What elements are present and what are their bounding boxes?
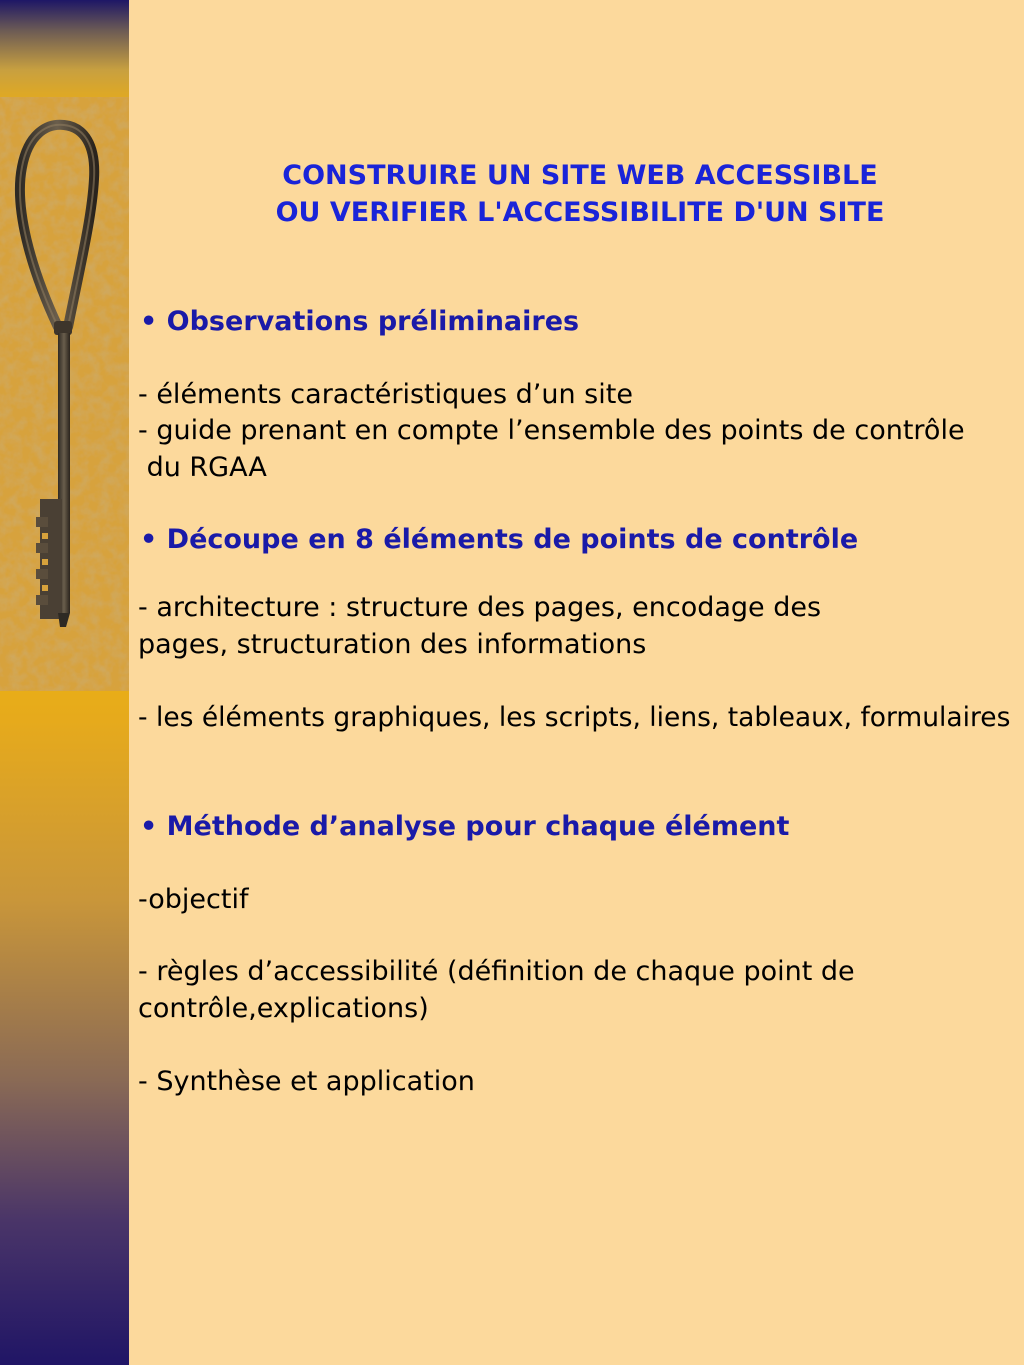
old-key-on-sand-image [0,97,129,691]
section-3-line-4: - Synthèse et application [138,1066,475,1097]
section-1-line-3: du RGAA [138,452,267,483]
section-3-line-1: -objectif [138,884,249,915]
section-heading-decoupe: • Découpe en 8 éléments de points de contrôle [140,524,859,555]
slide-title [136,157,1024,231]
section-3-line-3: contrôle,explications) [138,993,429,1024]
slide-title-line-2: OU VERIFIER L'ACCESSIBILITE D'UN SITE [275,197,885,228]
section-1-line-1: - éléments caractéristiques d’un site [138,379,633,410]
section-2-line-2: pages, structuration des informations [138,629,647,660]
section-2-line-3: - les éléments graphiques, les scripts, liens, tableaux, formulaires [138,702,1011,733]
section-2-line-1: - architecture : structure des pages, encodage des [138,592,822,623]
slide-title-line-1: CONSTRUIRE UN SITE WEB ACCESSIBLE [282,160,878,191]
section-heading-observations: • Observations préliminaires [140,306,580,337]
section-heading-methode: • Méthode d’analyse pour chaque élément [140,811,790,842]
section-3-line-2: - règles d’accessibilité (définition de chaque point de [138,956,855,987]
section-1-line-2: - guide prenant en compte l’ensemble des points de contrôle [138,415,965,446]
